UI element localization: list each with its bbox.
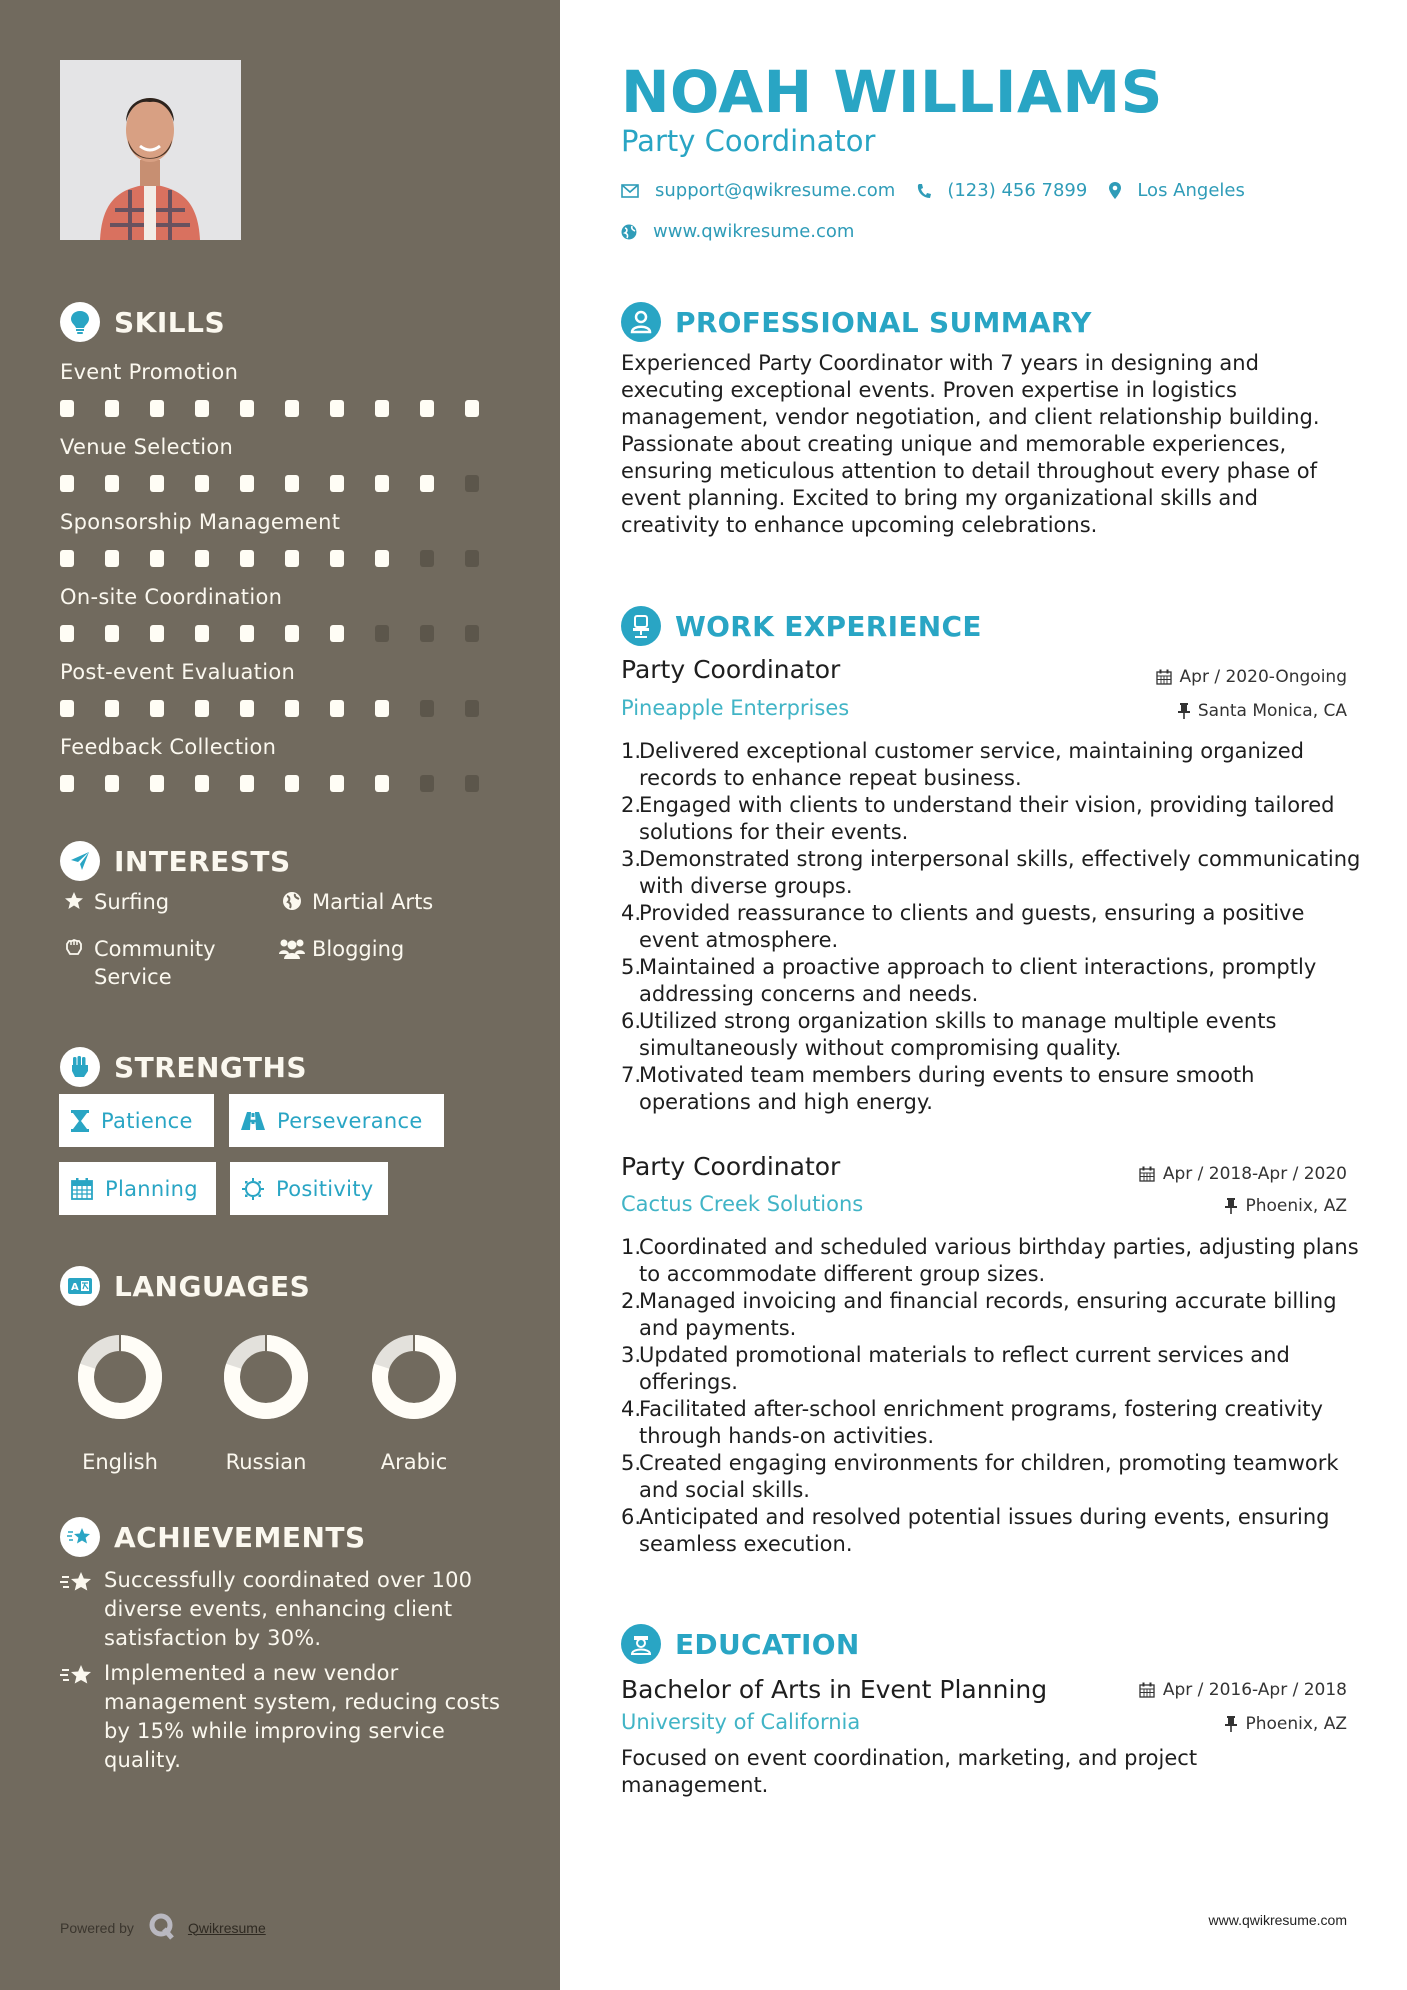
rating-dot-filled <box>330 625 344 642</box>
globe-icon <box>278 888 306 916</box>
rating-dot-filled <box>240 625 254 642</box>
skill-item <box>60 433 510 492</box>
language-label: Russian <box>225 1450 307 1474</box>
job-title: Party Coordinator <box>621 1152 841 1181</box>
strength-perseverance: Perseverance <box>229 1094 444 1147</box>
job-location: Phoenix, AZ <box>1225 1196 1347 1216</box>
job-responsibilities <box>621 738 1366 1116</box>
skill-rating <box>60 475 510 492</box>
interests-heading <box>60 841 291 881</box>
rating-dot-filled <box>285 625 299 642</box>
rating-dot-filled <box>240 550 254 567</box>
rating-dot-filled <box>150 475 164 492</box>
rating-dot-filled <box>195 775 209 792</box>
rating-dot-filled <box>375 400 389 417</box>
rating-dot-empty <box>465 700 479 717</box>
rating-dot-empty <box>420 775 434 792</box>
list-number: 3. <box>621 1343 642 1367</box>
responsibility-item <box>621 738 1366 792</box>
rating-dot-filled <box>60 775 74 792</box>
responsibility-text: Managed invoicing and financial records, ensuring accurate billing and payments. <box>639 1289 1337 1340</box>
sun-icon <box>242 1178 264 1200</box>
responsibility-item <box>621 846 1366 900</box>
rating-dot-filled <box>60 700 74 717</box>
list-number: 7. <box>621 1063 642 1087</box>
list-number: 6. <box>621 1505 642 1529</box>
skills-heading-text: SKILLS <box>114 305 226 339</box>
rating-dot-empty <box>465 550 479 567</box>
globe-icon <box>621 224 637 240</box>
hand-icon <box>60 935 88 991</box>
candidate-title: Party Coordinator <box>621 124 876 158</box>
responsibility-text: Motivated team members during events to ensure smooth operations and high energy. <box>639 1063 1255 1114</box>
qwikresume-logo-icon <box>148 1912 176 1943</box>
rating-dot-filled <box>150 625 164 642</box>
list-number: 2. <box>621 793 642 817</box>
achievement-item: Implemented a new vendor management system, reducing costs by 15% while improving service quality. <box>60 1659 510 1775</box>
list-number: 5. <box>621 1451 642 1475</box>
profile-photo <box>60 60 241 240</box>
skill-rating <box>60 550 510 567</box>
main-content <box>560 0 1407 1990</box>
rating-dot-empty <box>420 700 434 717</box>
responsibility-text: Utilized strong organization skills to manage multiple events simultaneously without compromising quality. <box>639 1009 1277 1060</box>
responsibility-item <box>621 1288 1366 1342</box>
rating-dot-empty <box>420 550 434 567</box>
chair-icon <box>621 606 661 646</box>
company-name: Pineapple Enterprises <box>621 696 850 720</box>
calendar-icon <box>71 1178 93 1200</box>
rating-dot-filled <box>105 550 119 567</box>
achievement-item: Successfully coordinated over 100 diverse events, enhancing client satisfaction by 30%. <box>60 1566 510 1653</box>
rating-dot-empty <box>465 625 479 642</box>
rating-dot-filled <box>420 400 434 417</box>
strengths-heading <box>60 1047 307 1087</box>
rating-dot-empty <box>465 475 479 492</box>
paper-plane-icon <box>60 841 100 881</box>
rating-dot-filled <box>60 550 74 567</box>
language-icon <box>60 1266 100 1306</box>
language-proficiency-donut <box>371 1334 457 1420</box>
summary-heading-text: PROFESSIONAL SUMMARY <box>675 305 1092 339</box>
calendar-icon <box>1139 1166 1155 1182</box>
school-name: University of California <box>621 1710 861 1734</box>
responsibility-text: Coordinated and scheduled various birthday parties, adjusting plans to accommodate different group sizes. <box>639 1235 1359 1286</box>
education-location: Phoenix, AZ <box>1225 1714 1347 1734</box>
footer-website[interactable]: www.qwikresume.com <box>1208 1912 1347 1928</box>
user-icon <box>621 302 661 342</box>
star-icon <box>60 888 88 916</box>
skills-heading <box>60 302 225 342</box>
pushpin-icon <box>1225 1198 1237 1214</box>
rating-dot-filled <box>150 400 164 417</box>
contact-website[interactable]: www.qwikresume.com <box>621 221 854 242</box>
education-heading <box>621 1624 860 1664</box>
responsibility-item <box>621 1008 1366 1062</box>
list-number: 5. <box>621 955 642 979</box>
job-dates: Apr / 2020-Ongoing <box>1156 667 1347 687</box>
skill-rating <box>60 775 510 792</box>
responsibility-text: Created engaging environments for children, promoting teamwork and social skills. <box>639 1451 1339 1502</box>
pushpin-icon <box>1225 1716 1237 1732</box>
skill-label: Venue Selection <box>60 435 234 459</box>
contact-phone[interactable]: (123) 456 7899 <box>917 180 1087 201</box>
responsibility-text: Demonstrated strong interpersonal skills, effectively communicating with diverse groups. <box>639 847 1361 898</box>
responsibility-item <box>621 954 1366 1008</box>
skill-rating <box>60 700 510 717</box>
language-item <box>50 1334 190 1474</box>
rating-dot-filled <box>105 700 119 717</box>
skill-item <box>60 583 510 642</box>
contact-row-2 <box>621 221 876 242</box>
star-achievement-icon <box>60 1659 104 1775</box>
responsibility-item <box>621 900 1366 954</box>
rating-dot-filled <box>195 550 209 567</box>
achievements-heading <box>60 1517 366 1557</box>
rating-dot-filled <box>240 475 254 492</box>
skill-label: Sponsorship Management <box>60 510 341 534</box>
education-dates: Apr / 2016-Apr / 2018 <box>1139 1680 1347 1700</box>
calendar-icon <box>1156 669 1172 685</box>
envelope-icon <box>621 184 639 198</box>
skill-item <box>60 508 510 567</box>
education-heading-text: EDUCATION <box>675 1627 860 1661</box>
contact-email[interactable]: support@qwikresume.com <box>621 180 895 201</box>
skill-item <box>60 358 510 417</box>
responsibility-text: Anticipated and resolved potential issues during events, ensuring seamless execution. <box>639 1505 1330 1556</box>
rating-dot-filled <box>330 475 344 492</box>
strengths-heading-text: STRENGTHS <box>114 1050 308 1084</box>
strength-patience: Patience <box>59 1094 214 1147</box>
road-icon <box>241 1112 265 1130</box>
rating-dot-filled <box>375 700 389 717</box>
rating-dot-filled <box>465 400 479 417</box>
list-number: 6. <box>621 1009 642 1033</box>
rating-dot-filled <box>195 625 209 642</box>
rating-dot-filled <box>105 775 119 792</box>
rating-dot-filled <box>375 775 389 792</box>
phone-icon <box>917 183 931 199</box>
users-icon <box>278 935 306 963</box>
responsibility-item <box>621 792 1366 846</box>
skill-rating <box>60 625 510 642</box>
rating-dot-filled <box>150 550 164 567</box>
skill-label: Event Promotion <box>60 360 239 384</box>
job-location: Santa Monica, CA <box>1178 701 1347 721</box>
rating-dot-filled <box>195 475 209 492</box>
responsibility-text: Delivered exceptional customer service, maintaining organized records to enhance repeat business. <box>639 739 1304 790</box>
fist-icon <box>60 1047 100 1087</box>
rating-dot-filled <box>240 775 254 792</box>
qwikresume-link[interactable]: Qwikresume <box>187 1919 266 1936</box>
rating-dot-filled <box>105 400 119 417</box>
rating-dot-filled <box>330 550 344 567</box>
summary-heading <box>621 302 1092 342</box>
list-number: 4. <box>621 901 642 925</box>
rating-dot-filled <box>60 625 74 642</box>
interests-heading-text: INTERESTS <box>114 844 291 878</box>
rating-dot-empty <box>375 625 389 642</box>
rating-dot-filled <box>105 475 119 492</box>
responsibility-item <box>621 1234 1366 1288</box>
svg-text:A: A <box>71 1282 79 1293</box>
interest-item: Blogging <box>278 935 404 963</box>
candidate-name: NOAH WILLIAMS <box>621 58 1163 126</box>
responsibility-text: Engaged with clients to understand their vision, providing tailored solutions for their events. <box>639 793 1335 844</box>
rating-dot-filled <box>60 400 74 417</box>
rating-dot-filled <box>240 700 254 717</box>
interest-item: Community Service <box>60 935 260 991</box>
rating-dot-filled <box>375 475 389 492</box>
calendar-icon <box>1139 1682 1155 1698</box>
rating-dot-filled <box>330 400 344 417</box>
rating-dot-filled <box>330 775 344 792</box>
rating-dot-filled <box>240 400 254 417</box>
language-label: English <box>82 1450 158 1474</box>
languages-heading-text: LANGUAGES <box>114 1269 311 1303</box>
interest-item: Martial Arts <box>278 888 433 916</box>
rating-dot-filled <box>195 400 209 417</box>
rating-dot-filled <box>375 550 389 567</box>
rating-dot-filled <box>285 775 299 792</box>
skill-rating <box>60 400 510 417</box>
skill-item <box>60 658 510 717</box>
degree-title: Bachelor of Arts in Event Planning <box>621 1675 1048 1704</box>
language-item <box>196 1334 336 1474</box>
list-number: 1. <box>621 1235 642 1259</box>
map-pin-icon <box>1109 182 1121 199</box>
contact-location: Los Angeles <box>1109 180 1245 201</box>
responsibility-item <box>621 1450 1366 1504</box>
summary-text: Experienced Party Coordinator with 7 years in designing and executing exceptional events. Proven expertise in logistics management, vendor negotiation, and client relationship building. Passionate about creating unique and memorable experiences, ensuring meticulous attention to detail throughout every phase of event planning. Excited to bring my organizational skills and creativity to enhance upcoming celebrations. <box>621 351 1320 537</box>
skill-label: Feedback Collection <box>60 735 277 759</box>
responsibility-item <box>621 1396 1366 1450</box>
job-title: Party Coordinator <box>621 655 841 684</box>
rating-dot-filled <box>105 625 119 642</box>
list-number: 3. <box>621 847 642 871</box>
company-name: Cactus Creek Solutions <box>621 1192 864 1216</box>
strength-planning: Planning <box>59 1162 216 1215</box>
rating-dot-empty <box>465 775 479 792</box>
lightbulb-icon <box>60 302 100 342</box>
graduate-icon <box>621 1624 661 1664</box>
rating-dot-filled <box>285 400 299 417</box>
languages-heading <box>60 1266 310 1306</box>
skill-label: On-site Coordination <box>60 585 283 609</box>
rating-dot-filled <box>60 475 74 492</box>
list-number: 4. <box>621 1397 642 1421</box>
responsibility-text: Provided reassurance to clients and guests, ensuring a positive event atmosphere. <box>639 901 1305 952</box>
strength-positivity: Positivity <box>230 1162 388 1215</box>
language-item <box>344 1334 484 1474</box>
responsibility-text: Facilitated after-school enrichment programs, fostering creativity through hands-on activities. <box>639 1397 1323 1448</box>
star-achievement-icon <box>60 1566 104 1653</box>
skill-label: Post-event Evaluation <box>60 660 296 684</box>
hourglass-icon <box>71 1110 89 1132</box>
responsibility-item <box>621 1062 1366 1116</box>
skill-item <box>60 733 510 792</box>
responsibility-item <box>621 1504 1366 1558</box>
responsibility-text: Maintained a proactive approach to client interactions, promptly addressing concerns and needs. <box>639 955 1317 1006</box>
job-dates: Apr / 2018-Apr / 2020 <box>1139 1164 1347 1184</box>
rating-dot-filled <box>420 475 434 492</box>
achievements-heading-text: ACHIEVEMENTS <box>114 1520 366 1554</box>
job-responsibilities <box>621 1234 1366 1558</box>
responsibility-text: Updated promotional materials to reflect current services and offerings. <box>639 1343 1290 1394</box>
rating-dot-empty <box>420 625 434 642</box>
responsibility-item <box>621 1342 1366 1396</box>
contact-row <box>621 180 1267 201</box>
language-proficiency-donut <box>223 1334 309 1420</box>
rating-dot-filled <box>330 700 344 717</box>
education-description: Focused on event coordination, marketing, and project management. <box>621 1746 1198 1797</box>
list-number: 2. <box>621 1289 642 1313</box>
rating-dot-filled <box>150 700 164 717</box>
interest-item: Surfing <box>60 888 169 916</box>
rating-dot-filled <box>150 775 164 792</box>
rating-dot-filled <box>285 700 299 717</box>
rating-dot-filled <box>285 550 299 567</box>
pushpin-icon <box>1178 703 1190 719</box>
list-number: 1. <box>621 739 642 763</box>
experience-heading-text: WORK EXPERIENCE <box>675 609 982 643</box>
star-achievement-icon <box>60 1517 100 1557</box>
experience-heading <box>621 606 982 646</box>
rating-dot-filled <box>285 475 299 492</box>
language-proficiency-donut <box>77 1334 163 1420</box>
language-label: Arabic <box>380 1450 448 1474</box>
rating-dot-filled <box>195 700 209 717</box>
powered-by: Powered by Qwikresume <box>60 1912 266 1943</box>
sidebar <box>0 0 560 1990</box>
